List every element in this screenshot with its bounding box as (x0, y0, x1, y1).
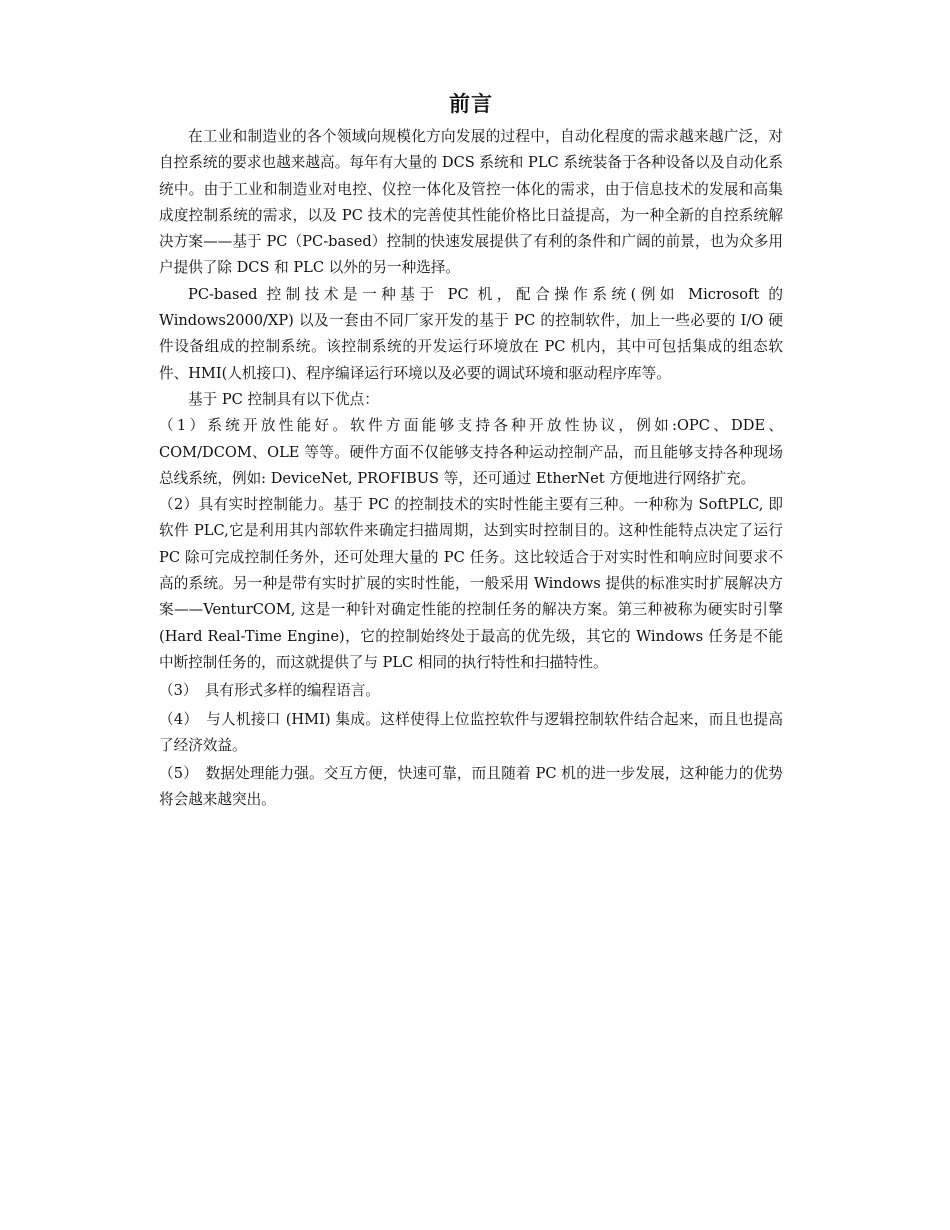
advantages-heading: 基于 PC 控制具有以下优点： (188, 390, 379, 408)
advantage-item-3: （3） 具有形式多样的编程语言。 (159, 682, 380, 700)
definition-paragraph: PC-based 控制技术是一种基于 PC 机，配合操作系统(例如 Microsoft 的 Windows2000/XP) 以及一套由不同厂家开发的基于 PC 的控制软件，加上一些必要的 I/O 硬件设备组成的控制系统。该控制系统的开发运行环境放在 PC 机内，其中可包括集成的组态软件、HMI(人机接口)、程序编译运行环境以及必要的调试环境和驱动程序库等。 (159, 285, 783, 382)
advantage-item-1: （1）系统开放性能好。软件方面能够支持各种开放性协议，例如:OPC、DDE、COM/DCOM、OLE 等等。硬件方面不仅能够支持各种运动控制产品，而且能够支持各种现场总线系统，例如: DeviceNet, PROFIBUS 等，还可通过 EtherNet 方便地进行网络扩充。 (159, 417, 783, 487)
page-title: 前言 (449, 91, 493, 116)
advantage-item-5: （5） 数据处理能力强。交互方便，快速可靠，而且随着 PC 机的进一步发展，这种能力的优势将会越来越突出。 (159, 765, 783, 809)
intro-paragraph: 在工业和制造业的各个领域向规模化方向发展的过程中，自动化程度的需求越来越广泛，对自控系统的要求也越来越高。每年有大量的 DCS 系统和 PLC 系统装备于各种设备以及自动化系统中。由于工业和制造业对电控、仪控一体化及管控一体化的需求，由于信息技术的发展和高集成度控制系统的需求，以及 PC 技术的完善使其性能价格比日益提高，为一种全新的自控系统解决方案——基于 PC（PC-based）控制的快速发展提供了有利的条件和广阔的前景，也为众多用户提供了除 DCS 和 PLC 以外的另一种选择。 (159, 128, 783, 277)
document-body (159, 88, 783, 814)
advantage-item-2: （2）具有实时控制能力。基于 PC 的控制技术的实时性能主要有三种。一种称为 SoftPLC, 即软件 PLC,它是利用其内部软件来确定扫描周期，达到实时控制目的。这种性能特点决定了运行 PC 除可完成控制任务外，还可处理大量的 PC 任务。这比较适合于对实时性和响应时间要求不高的系统。另一种是带有实时扩展的实时性能，一般采用 Windows 提供的标准实时扩展解决方案——VenturCOM, 这是一种针对确定性能的控制任务的解决方案。第三种被称为硬实时引擎(Hard Real-Time Engine)，它的控制始终处于最高的优先级，其它的 Windows 任务是不能中断控制任务的，而这就提供了与 PLC 相同的执行特性和扫描特性。 (159, 496, 783, 671)
advantage-item-4: （4） 与人机接口 (HMI) 集成。这样使得上位监控软件与逻辑控制软件结合起来，而且也提高了经济效益。 (159, 710, 783, 754)
